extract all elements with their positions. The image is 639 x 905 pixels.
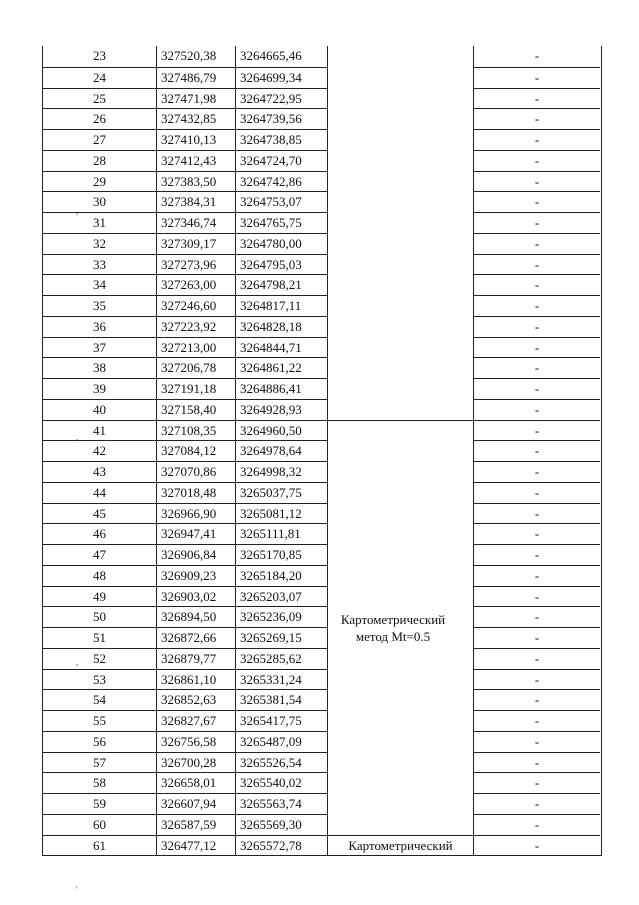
coord-y: 3264742,86: [235, 171, 327, 192]
coord-y: 3264795,03: [235, 254, 327, 275]
coord-y: 3264978,64: [235, 440, 327, 461]
accuracy-dash: -: [473, 233, 600, 254]
coord-x: 326906,84: [156, 544, 235, 565]
accuracy-dash: -: [473, 544, 600, 565]
method-cell: [327, 710, 473, 731]
point-number: 48: [43, 565, 156, 586]
coord-y: 3264724,70: [235, 150, 327, 171]
coord-x: 326827,67: [156, 710, 235, 731]
table-row: [43, 233, 601, 254]
coord-y: 3265285,62: [235, 648, 327, 669]
point-number: 57: [43, 752, 156, 773]
point-number: 50: [43, 606, 156, 627]
accuracy-dash: -: [473, 772, 600, 793]
table-row: [43, 689, 601, 710]
table-row: [43, 46, 601, 67]
coord-x: 327108,35: [156, 420, 235, 441]
method-cell: [327, 274, 473, 295]
coord-x: 327471,98: [156, 88, 235, 109]
table-row: [43, 586, 601, 607]
accuracy-dash: -: [473, 461, 600, 482]
method-group-label: [320, 611, 466, 645]
coord-x: 326658,01: [156, 772, 235, 793]
accuracy-dash: -: [473, 295, 600, 316]
table-row: [43, 316, 601, 337]
table-row: [43, 772, 601, 793]
method-cell: [327, 772, 473, 793]
point-number: 49: [43, 586, 156, 607]
table-row: [43, 88, 601, 109]
method-cell: [327, 565, 473, 586]
point-number: 43: [43, 461, 156, 482]
method-cell: [327, 731, 473, 752]
accuracy-dash: -: [473, 46, 600, 67]
table-row: [43, 357, 601, 378]
coord-y: 3264753,07: [235, 191, 327, 212]
accuracy-dash: -: [473, 440, 600, 461]
coord-x: 327432,85: [156, 108, 235, 129]
point-number: 60: [43, 814, 156, 835]
accuracy-dash: -: [473, 752, 600, 773]
point-number: 39: [43, 378, 156, 399]
method-cell: Картометрический: [327, 835, 473, 856]
point-number: 61: [43, 835, 156, 856]
method-line-1: Картометрический: [340, 612, 446, 627]
coord-y: 3265417,75: [235, 710, 327, 731]
accuracy-dash: -: [473, 710, 600, 731]
table-row: [43, 399, 601, 420]
table-row: [43, 503, 601, 524]
method-cell: [327, 88, 473, 109]
accuracy-dash: -: [473, 793, 600, 814]
coord-x: 326852,63: [156, 689, 235, 710]
method-cell: [327, 357, 473, 378]
point-number: 53: [43, 669, 156, 690]
method-cell: [327, 67, 473, 88]
table-row: [43, 212, 601, 233]
point-number: 40: [43, 399, 156, 420]
coord-x: 326861,10: [156, 669, 235, 690]
point-number: 44: [43, 482, 156, 503]
method-cell: [327, 316, 473, 337]
coord-x: 326894,50: [156, 606, 235, 627]
accuracy-dash: -: [473, 212, 600, 233]
coord-y: 3265236,09: [235, 606, 327, 627]
method-cell: [327, 793, 473, 814]
method-cell: [327, 586, 473, 607]
coord-y: 3265111,81: [235, 523, 327, 544]
accuracy-dash: -: [473, 606, 600, 627]
coord-y: 3265331,24: [235, 669, 327, 690]
coord-y: 3264739,56: [235, 108, 327, 129]
point-number: 37: [43, 337, 156, 358]
table-row: [43, 793, 601, 814]
coord-x: 326607,94: [156, 793, 235, 814]
coord-y: 3264738,85: [235, 129, 327, 150]
table-row: [43, 337, 601, 358]
table-row: [43, 150, 601, 171]
table-row: [43, 108, 601, 129]
coord-x: 326756,58: [156, 731, 235, 752]
coord-x: 327018,48: [156, 482, 235, 503]
accuracy-dash: -: [473, 565, 600, 586]
point-number: 35: [43, 295, 156, 316]
method-cell: [327, 482, 473, 503]
method-cell: [327, 503, 473, 524]
method-cell: [327, 523, 473, 544]
coord-y: 3264928,93: [235, 399, 327, 420]
table-row: [43, 440, 601, 461]
table-row: [43, 648, 601, 669]
coord-y: 3265269,15: [235, 627, 327, 648]
table-row: [43, 710, 601, 731]
point-number: 26: [43, 108, 156, 129]
coord-x: 327158,40: [156, 399, 235, 420]
point-number: 34: [43, 274, 156, 295]
coord-x: 327246,60: [156, 295, 235, 316]
accuracy-dash: -: [473, 108, 600, 129]
coord-x: 326700,28: [156, 752, 235, 773]
coord-x: 327206,78: [156, 357, 235, 378]
coord-y: 3265184,20: [235, 565, 327, 586]
accuracy-dash: -: [473, 378, 600, 399]
coord-y: 3265203,07: [235, 586, 327, 607]
coord-x: 326587,59: [156, 814, 235, 835]
method-cell: [327, 648, 473, 669]
scan-speck: ,: [76, 657, 79, 667]
table-row: [43, 295, 601, 316]
coord-x: 327384,31: [156, 191, 235, 212]
point-number: 46: [43, 523, 156, 544]
method-cell: [327, 254, 473, 275]
table-row: [43, 814, 601, 835]
coord-x: 327410,13: [156, 129, 235, 150]
table-row: [43, 254, 601, 275]
coord-x: 327309,17: [156, 233, 235, 254]
point-number: 56: [43, 731, 156, 752]
table-row: [43, 565, 601, 586]
accuracy-dash: -: [473, 420, 600, 441]
method-cell: [327, 108, 473, 129]
coord-x: 327084,12: [156, 440, 235, 461]
table-row: [43, 420, 601, 441]
coord-x: 326966,90: [156, 503, 235, 524]
point-number: 41: [43, 420, 156, 441]
accuracy-dash: -: [473, 150, 600, 171]
coord-y: 3264665,46: [235, 46, 327, 67]
coord-y: 3264886,41: [235, 378, 327, 399]
accuracy-dash: -: [473, 648, 600, 669]
method-cell: [327, 129, 473, 150]
coord-y: 3265487,09: [235, 731, 327, 752]
coord-y: 3265572,78: [235, 835, 327, 856]
coord-x: 327273,96: [156, 254, 235, 275]
coord-x: 327486,79: [156, 67, 235, 88]
coord-y: 3265170,85: [235, 544, 327, 565]
coord-x: 327070,86: [156, 461, 235, 482]
scan-speck: ,: [76, 432, 79, 442]
method-cell: [327, 544, 473, 565]
method-line-2: метод Mt=0.5: [355, 629, 431, 644]
method-cell: [327, 378, 473, 399]
accuracy-dash: -: [473, 337, 600, 358]
accuracy-dash: -: [473, 399, 600, 420]
table-row: [43, 378, 601, 399]
point-number: 31: [43, 212, 156, 233]
table-row: [43, 482, 601, 503]
accuracy-dash: -: [473, 689, 600, 710]
coord-x: 327383,50: [156, 171, 235, 192]
coord-y: 3265081,12: [235, 503, 327, 524]
coord-y: 3265563,74: [235, 793, 327, 814]
coord-y: 3264699,34: [235, 67, 327, 88]
point-number: 55: [43, 710, 156, 731]
point-number: 59: [43, 793, 156, 814]
coord-y: 3264817,11: [235, 295, 327, 316]
method-cell: [327, 337, 473, 358]
point-number: 51: [43, 627, 156, 648]
scan-speck: ': [76, 885, 78, 895]
coord-x: 327191,18: [156, 378, 235, 399]
method-cell: [327, 752, 473, 773]
coord-y: 3264765,75: [235, 212, 327, 233]
point-number: 33: [43, 254, 156, 275]
method-cell: [327, 420, 473, 441]
point-number: 24: [43, 67, 156, 88]
coord-x: 326903,02: [156, 586, 235, 607]
point-number: 38: [43, 357, 156, 378]
coord-y: 3264960,50: [235, 420, 327, 441]
method-cell: [327, 814, 473, 835]
point-number: 23: [93, 48, 106, 63]
accuracy-dash: -: [473, 731, 600, 752]
point-number: 29: [43, 171, 156, 192]
accuracy-dash: -: [473, 129, 600, 150]
method-cell: [327, 295, 473, 316]
point-number: 28: [43, 150, 156, 171]
coord-x: 327223,92: [156, 316, 235, 337]
accuracy-dash: -: [473, 88, 600, 109]
point-number: 32: [43, 233, 156, 254]
accuracy-dash: -: [473, 835, 600, 856]
coord-x: 326909,23: [156, 565, 235, 586]
accuracy-dash: -: [473, 503, 600, 524]
coord-y: 3264798,21: [235, 274, 327, 295]
coord-y: 3265569,30: [235, 814, 327, 835]
coord-y: 3264828,18: [235, 316, 327, 337]
accuracy-dash: -: [473, 171, 600, 192]
accuracy-dash: -: [473, 627, 600, 648]
table-row: [43, 274, 601, 295]
coord-y: 3265037,75: [235, 482, 327, 503]
scan-speck: ,: [76, 206, 79, 216]
coord-x: 327520,38: [156, 46, 235, 67]
table-row: [43, 129, 601, 150]
accuracy-dash: -: [473, 274, 600, 295]
point-number: 45: [43, 503, 156, 524]
method-cell: [327, 689, 473, 710]
table-row: [43, 191, 601, 212]
coord-x: 327213,00: [156, 337, 235, 358]
table-row: [43, 752, 601, 773]
method-cell: [327, 212, 473, 233]
accuracy-dash: -: [473, 523, 600, 544]
point-number: 30: [43, 191, 156, 212]
coord-x: 326477,12: [156, 835, 235, 856]
coord-x: 327263,00: [156, 274, 235, 295]
point-number: 25: [43, 88, 156, 109]
method-cell: [327, 669, 473, 690]
method-cell: [327, 191, 473, 212]
coord-y: 3264998,32: [235, 461, 327, 482]
coord-y: 3264861,22: [235, 357, 327, 378]
coordinates-table: [42, 46, 602, 856]
point-number: 42: [43, 440, 156, 461]
table-row: [43, 544, 601, 565]
method-cell: [327, 440, 473, 461]
method-cell: [327, 399, 473, 420]
coord-x: 326872,66: [156, 627, 235, 648]
table-row: [43, 523, 601, 544]
accuracy-dash: -: [473, 191, 600, 212]
accuracy-dash: -: [473, 67, 600, 88]
point-number: 52: [43, 648, 156, 669]
table-row: [43, 669, 601, 690]
accuracy-dash: -: [473, 814, 600, 835]
accuracy-dash: -: [473, 482, 600, 503]
table-row: [43, 835, 601, 856]
coord-x: 326879,77: [156, 648, 235, 669]
coord-y: 3265381,54: [235, 689, 327, 710]
table-row: [43, 731, 601, 752]
method-cell: [327, 461, 473, 482]
method-cell: [327, 46, 473, 67]
accuracy-dash: -: [473, 586, 600, 607]
point-number: 47: [43, 544, 156, 565]
coord-x: 327412,43: [156, 150, 235, 171]
coord-x: 327346,74: [156, 212, 235, 233]
coord-y: 3265526,54: [235, 752, 327, 773]
accuracy-dash: -: [473, 669, 600, 690]
point-number: 27: [43, 129, 156, 150]
point-number: 36: [43, 316, 156, 337]
accuracy-dash: -: [473, 316, 600, 337]
table-row: [43, 171, 601, 192]
coord-y: 3264722,95: [235, 88, 327, 109]
point-number: 54: [43, 689, 156, 710]
point-number: 58: [43, 772, 156, 793]
method-cell: [327, 233, 473, 254]
coord-x: 326947,41: [156, 523, 235, 544]
method-cell: [327, 171, 473, 192]
table-row: [43, 461, 601, 482]
accuracy-dash: -: [473, 254, 600, 275]
method-cell: [327, 150, 473, 171]
table-row: [43, 67, 601, 88]
coord-y: 3264780,00: [235, 233, 327, 254]
accuracy-dash: -: [473, 357, 600, 378]
coord-y: 3264844,71: [235, 337, 327, 358]
coord-y: 3265540,02: [235, 772, 327, 793]
